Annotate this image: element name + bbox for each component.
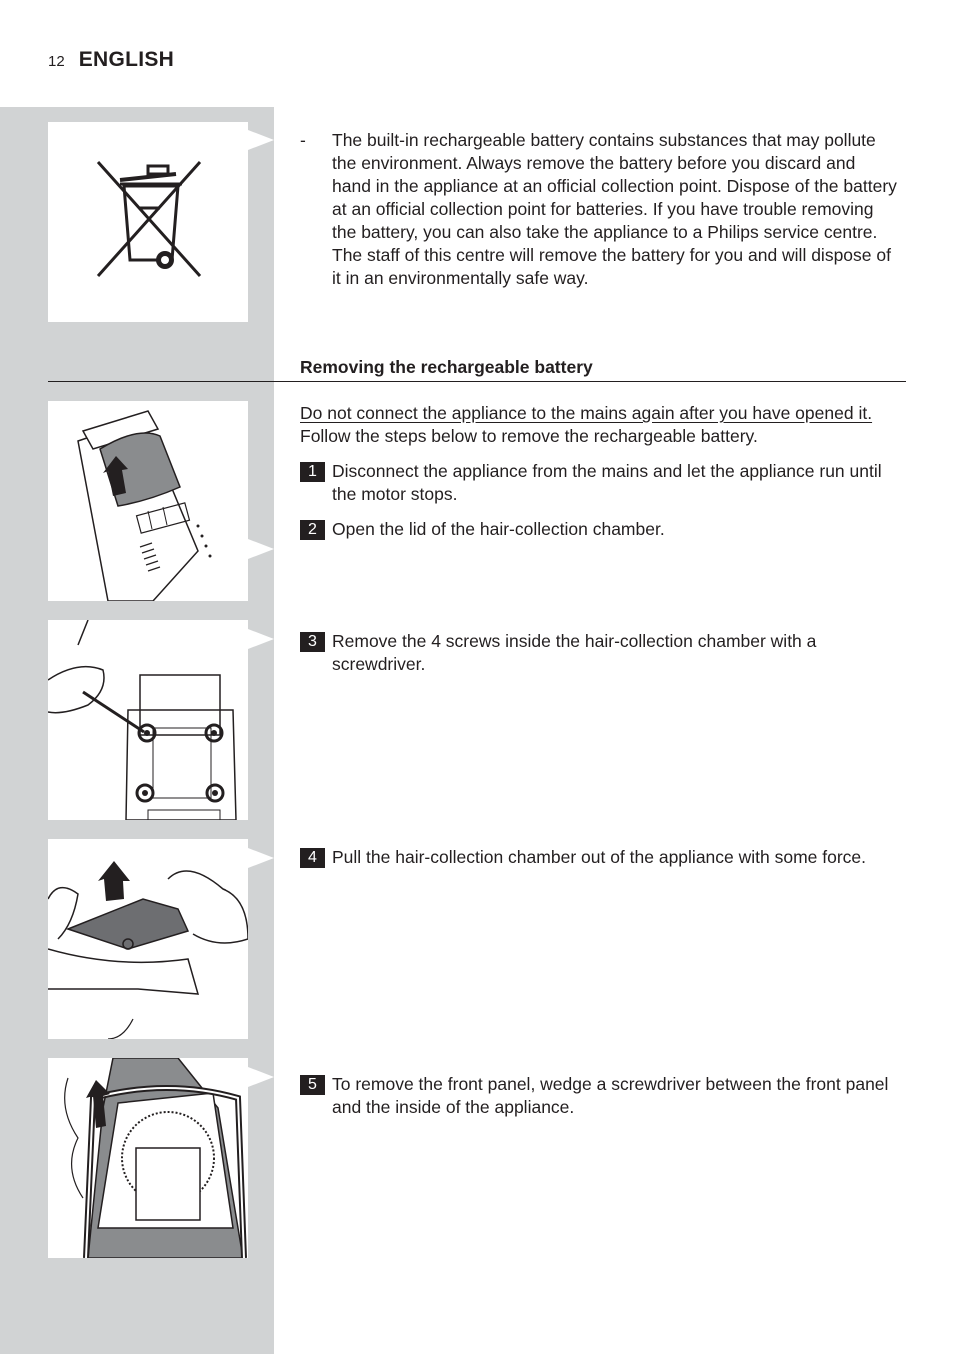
figure-pointer bbox=[248, 629, 274, 649]
open-lid-illustration bbox=[48, 401, 248, 601]
crossed-bin-icon bbox=[48, 122, 248, 322]
front-panel-illustration bbox=[48, 1058, 248, 1258]
step-number-badge: 4 bbox=[300, 848, 325, 868]
step-text: Remove the 4 screws inside the hair-collection chamber with a screwdriver. bbox=[332, 631, 817, 674]
step-number-badge: 2 bbox=[300, 520, 325, 540]
remove-screws-illustration bbox=[48, 620, 248, 820]
disposal-text: The built-in rechargeable battery contains substances that may pollute the environment. Always remove the battery before you discard and hand in the appliance at an official collection point. Dispose of the battery at an official collection point for batteries. If you have trouble removing the battery, you can also take the appliance to a Philips service centre. The staff of this centre will remove the battery for you and will dispose of it in an environmentally safe way. bbox=[332, 130, 897, 288]
figure-pointer bbox=[248, 1067, 274, 1087]
bullet-dash: - bbox=[300, 130, 306, 150]
language-heading: ENGLISH bbox=[78, 48, 175, 71]
section-divider bbox=[48, 381, 906, 382]
figure-pointer bbox=[248, 539, 274, 559]
step-2 bbox=[300, 518, 898, 541]
step-text: Open the lid of the hair-collection chamber. bbox=[332, 519, 665, 539]
step-1 bbox=[300, 460, 898, 506]
steps-block bbox=[300, 1061, 898, 1119]
step-number-badge: 1 bbox=[300, 462, 325, 482]
figure-pointer bbox=[248, 848, 274, 868]
step-text: To remove the front panel, wedge a screwdriver between the front panel and the inside of the appliance. bbox=[332, 1074, 889, 1117]
step-text: Pull the hair-collection chamber out of the appliance with some force. bbox=[332, 847, 867, 867]
steps-block bbox=[300, 834, 898, 869]
step-text: Disconnect the appliance from the mains and let the appliance run until the motor stops. bbox=[332, 461, 882, 504]
page-number: 12 bbox=[48, 53, 65, 70]
step-number-badge: 3 bbox=[300, 632, 325, 652]
section-title: Removing the rechargeable battery bbox=[300, 357, 593, 377]
intro-text: Follow the steps below to remove the rechargeable battery. bbox=[300, 426, 758, 446]
pull-chamber-illustration bbox=[48, 839, 248, 1039]
step-5 bbox=[300, 1073, 898, 1119]
steps-block bbox=[300, 618, 898, 676]
step-3 bbox=[300, 630, 898, 676]
steps-block bbox=[300, 402, 898, 541]
page-header bbox=[48, 48, 174, 72]
figure-pointer bbox=[248, 130, 274, 150]
step-number-badge: 5 bbox=[300, 1075, 325, 1095]
step-4 bbox=[300, 846, 898, 869]
disposal-paragraph bbox=[300, 129, 898, 290]
warning-text: Do not connect the appliance to the mains again after you have opened it. bbox=[300, 403, 873, 423]
